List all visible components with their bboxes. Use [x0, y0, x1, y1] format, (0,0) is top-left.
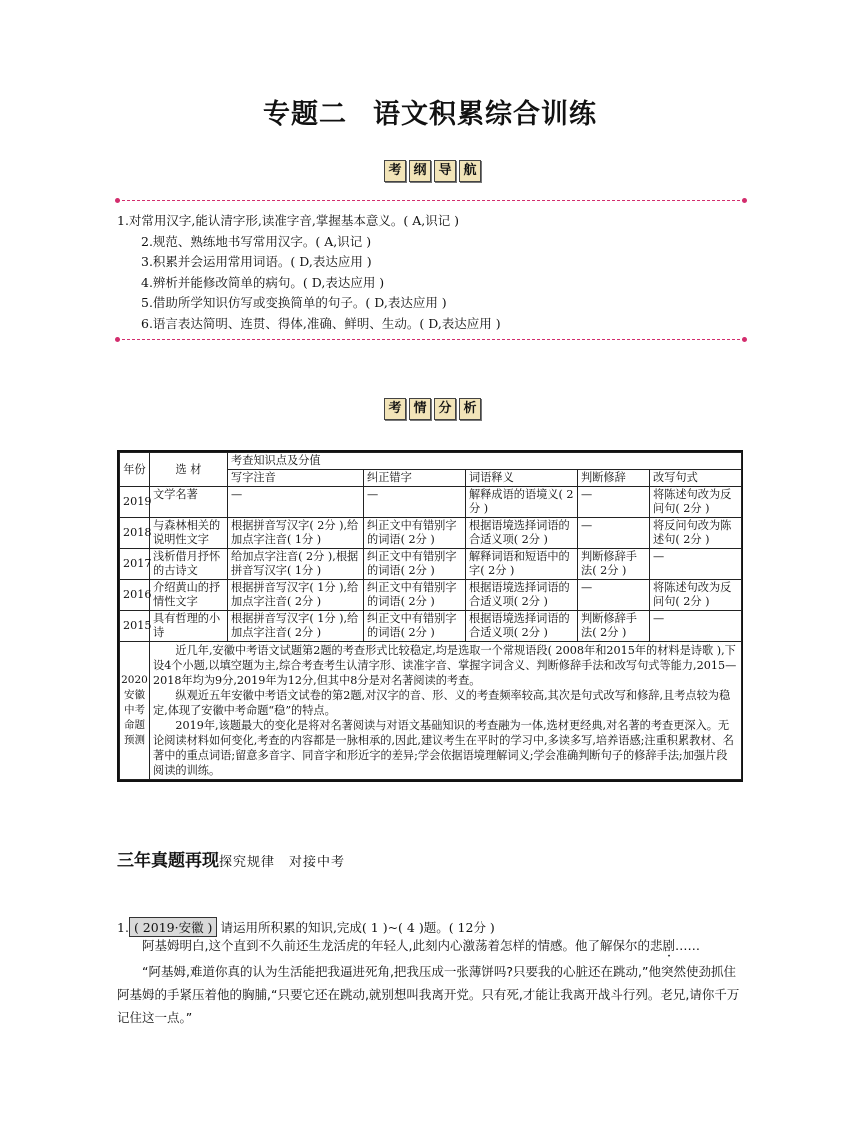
cell: 纠正文中有错别字的词语( 2分 ): [364, 549, 466, 580]
prediction-paragraph: 近几年,安徽中考语文试题第2题的考查形式比较稳定,均是选取一个常规语段( 2008年和2015年的材料是诗歌 ),下设4个小题,以填空题为主,综合考查考生认清字形、读准字音、掌握字词含义、判断修辞手法和改写句式等能力,2015—2018年均为9分,2019年为12分,但其中8分是对名著阅读的考查。: [153, 644, 737, 687]
column-header: 改写句式: [650, 470, 742, 487]
requirement-item: 2.规范、熟练地书写常用汉字。( A,识记 ): [141, 233, 372, 249]
cell: —: [650, 549, 742, 580]
cell-year: 2015: [120, 611, 150, 642]
cell: —: [578, 487, 650, 518]
header-points: 考查知识点及分值: [228, 453, 742, 470]
exam-analysis-badge: 考 情 分 析: [384, 398, 481, 420]
column-header: 写字注音: [228, 470, 364, 487]
cell: 将陈述句改为反问句( 2分 ): [650, 487, 742, 518]
cell: —: [228, 487, 364, 518]
cell: 解释词语和短语中的字( 2分 ): [466, 549, 578, 580]
exam-analysis-table: [117, 450, 743, 782]
cell: —: [364, 487, 466, 518]
source-tag: ( 2019·安徽 ): [129, 917, 218, 937]
cell-topic: 浅析借月抒怀的古诗文: [150, 549, 228, 580]
exam-outline-badge: 考 纲 导 航: [384, 160, 481, 182]
marked-character: 剧: [662, 938, 675, 953]
cell-topic: 具有哲理的小诗: [150, 611, 228, 642]
cell-topic: 与森林相关的说明性文字: [150, 518, 228, 549]
requirement-item: 4.辨析并能修改简单的病句。( D,表达应用 ): [141, 274, 385, 290]
prediction-row: [120, 642, 742, 780]
cell-year: 2018: [120, 518, 150, 549]
prediction-paragraph: 纵观近五年安徽中考语文试卷的第2题,对汉字的音、形、义的考查频率较高,其次是句式改写和修辞,且考点较为稳定,体现了安徽中考命题“稳”的特点。: [153, 689, 731, 717]
table-row: [120, 549, 742, 580]
requirement-item: 6.语言表达简明、连贯、得体,准确、鲜明、生动。( D,表达应用 ): [141, 315, 501, 331]
cell: 判断修辞手法( 2分 ): [578, 611, 650, 642]
passage-paragraph: “阿基姆,难道你真的认为生活能把我逼进死角,把我压成一张薄饼吗?只要我的心脏还在跳动,”他突然使劲抓住阿基姆的手紧压着他的胸脯,“只要它还在跳动,就别想叫我离开党。只有死,才能让我离开战斗行列。老兄,请你千万记住这一点。”: [117, 964, 740, 1025]
column-header: 纠正错字: [364, 470, 466, 487]
table-row: [120, 487, 742, 518]
passage-paragraph: 阿基姆明白,这个直到不久前还生龙活虎的年轻人,此刻内心激荡着怎样的情感。他了解保尔的悲剧……: [142, 938, 700, 953]
cell-year: 2016: [120, 580, 150, 611]
requirement-item: 1.对常用汉字,能认清字形,读准字音,掌握基本意义。( A,识记 ): [117, 213, 460, 228]
cell: 根据语境选择词语的合适义项( 2分 ): [466, 518, 578, 549]
cell: 纠正文中有错别字的词语( 2分 ): [364, 518, 466, 549]
section-heading: 三年真题再现探究规律 对接中考: [117, 851, 346, 871]
cell: 判断修辞手法( 2分 ): [578, 549, 650, 580]
cell: —: [578, 518, 650, 549]
cell: 根据拼音写汉字( 1分 ),给加点字注音( 2分 ): [228, 580, 364, 611]
cell: —: [650, 611, 742, 642]
requirement-item: 5.借助所学知识仿写或变换简单的句子。( D,表达应用 ): [141, 295, 447, 310]
table-row: [120, 518, 742, 549]
table-row: [120, 580, 742, 611]
cell: 根据语境选择词语的合适义项( 2分 ): [466, 580, 578, 611]
requirement-list: [117, 211, 501, 334]
cell: 纠正文中有错别字的词语( 2分 ): [364, 580, 466, 611]
cell: 根据拼音写汉字( 1分 ),给加点字注音( 2分 ): [228, 611, 364, 642]
header-topic: 选 材: [150, 453, 228, 487]
prediction-paragraph: 2019年,该题最大的变化是将对名著阅读与对语文基础知识的考查融为一体,选材更经典,对名著的考查更深入。无论阅读材料如何变化,考查的内容都是一脉相承的,因此,建议考生在平时的学习中,多读多写,培养语感;注重积累教材、名著中的重点词语;留意多音字、同音字和形近字的差异;学会依据语境理解词义;学会准确判断句子的修辞手法;加强片段阅读的训练。: [153, 719, 734, 777]
question-stem: 1. ( 2019·安徽 ) 请运用所积累的知识,完成( 1 )~( 4 )题。( 12分 ): [117, 917, 495, 937]
prediction-label: 2020安徽中考命题预测: [120, 642, 150, 780]
page-title: 专题二 语文积累综合训练: [263, 99, 597, 130]
cell: —: [578, 580, 650, 611]
cell-topic: 介绍黄山的抒情性文字: [150, 580, 228, 611]
divider-top: [117, 200, 745, 201]
table-row: [120, 611, 742, 642]
header-year: 年份: [120, 453, 150, 487]
cell-year: 2019: [120, 487, 150, 518]
cell-topic: 文学名著: [150, 487, 228, 518]
column-header: 词语释义: [466, 470, 578, 487]
cell: 根据语境选择词语的合适义项( 2分 ): [466, 611, 578, 642]
prediction-text: [150, 642, 742, 780]
cell-year: 2017: [120, 549, 150, 580]
cell: 将陈述句改为反问句( 2分 ): [650, 580, 742, 611]
cell: 解释成语的语境义( 2分 ): [466, 487, 578, 518]
cell: 给加点字注音( 2分 ),根据拼音写汉字( 1分 ): [228, 549, 364, 580]
cell: 纠正文中有错别字的词语( 2分 ): [364, 611, 466, 642]
cell: 根据拼音写汉字( 2分 ),给加点字注音( 1分 ): [228, 518, 364, 549]
cell: 将反问句改为陈述句( 2分 ): [650, 518, 742, 549]
column-header: 判断修辞: [578, 470, 650, 487]
reading-passage: [117, 934, 745, 1029]
divider-bottom: [117, 339, 745, 340]
requirement-item: 3.积累并会运用常用词语。( D,表达应用 ): [141, 254, 372, 269]
